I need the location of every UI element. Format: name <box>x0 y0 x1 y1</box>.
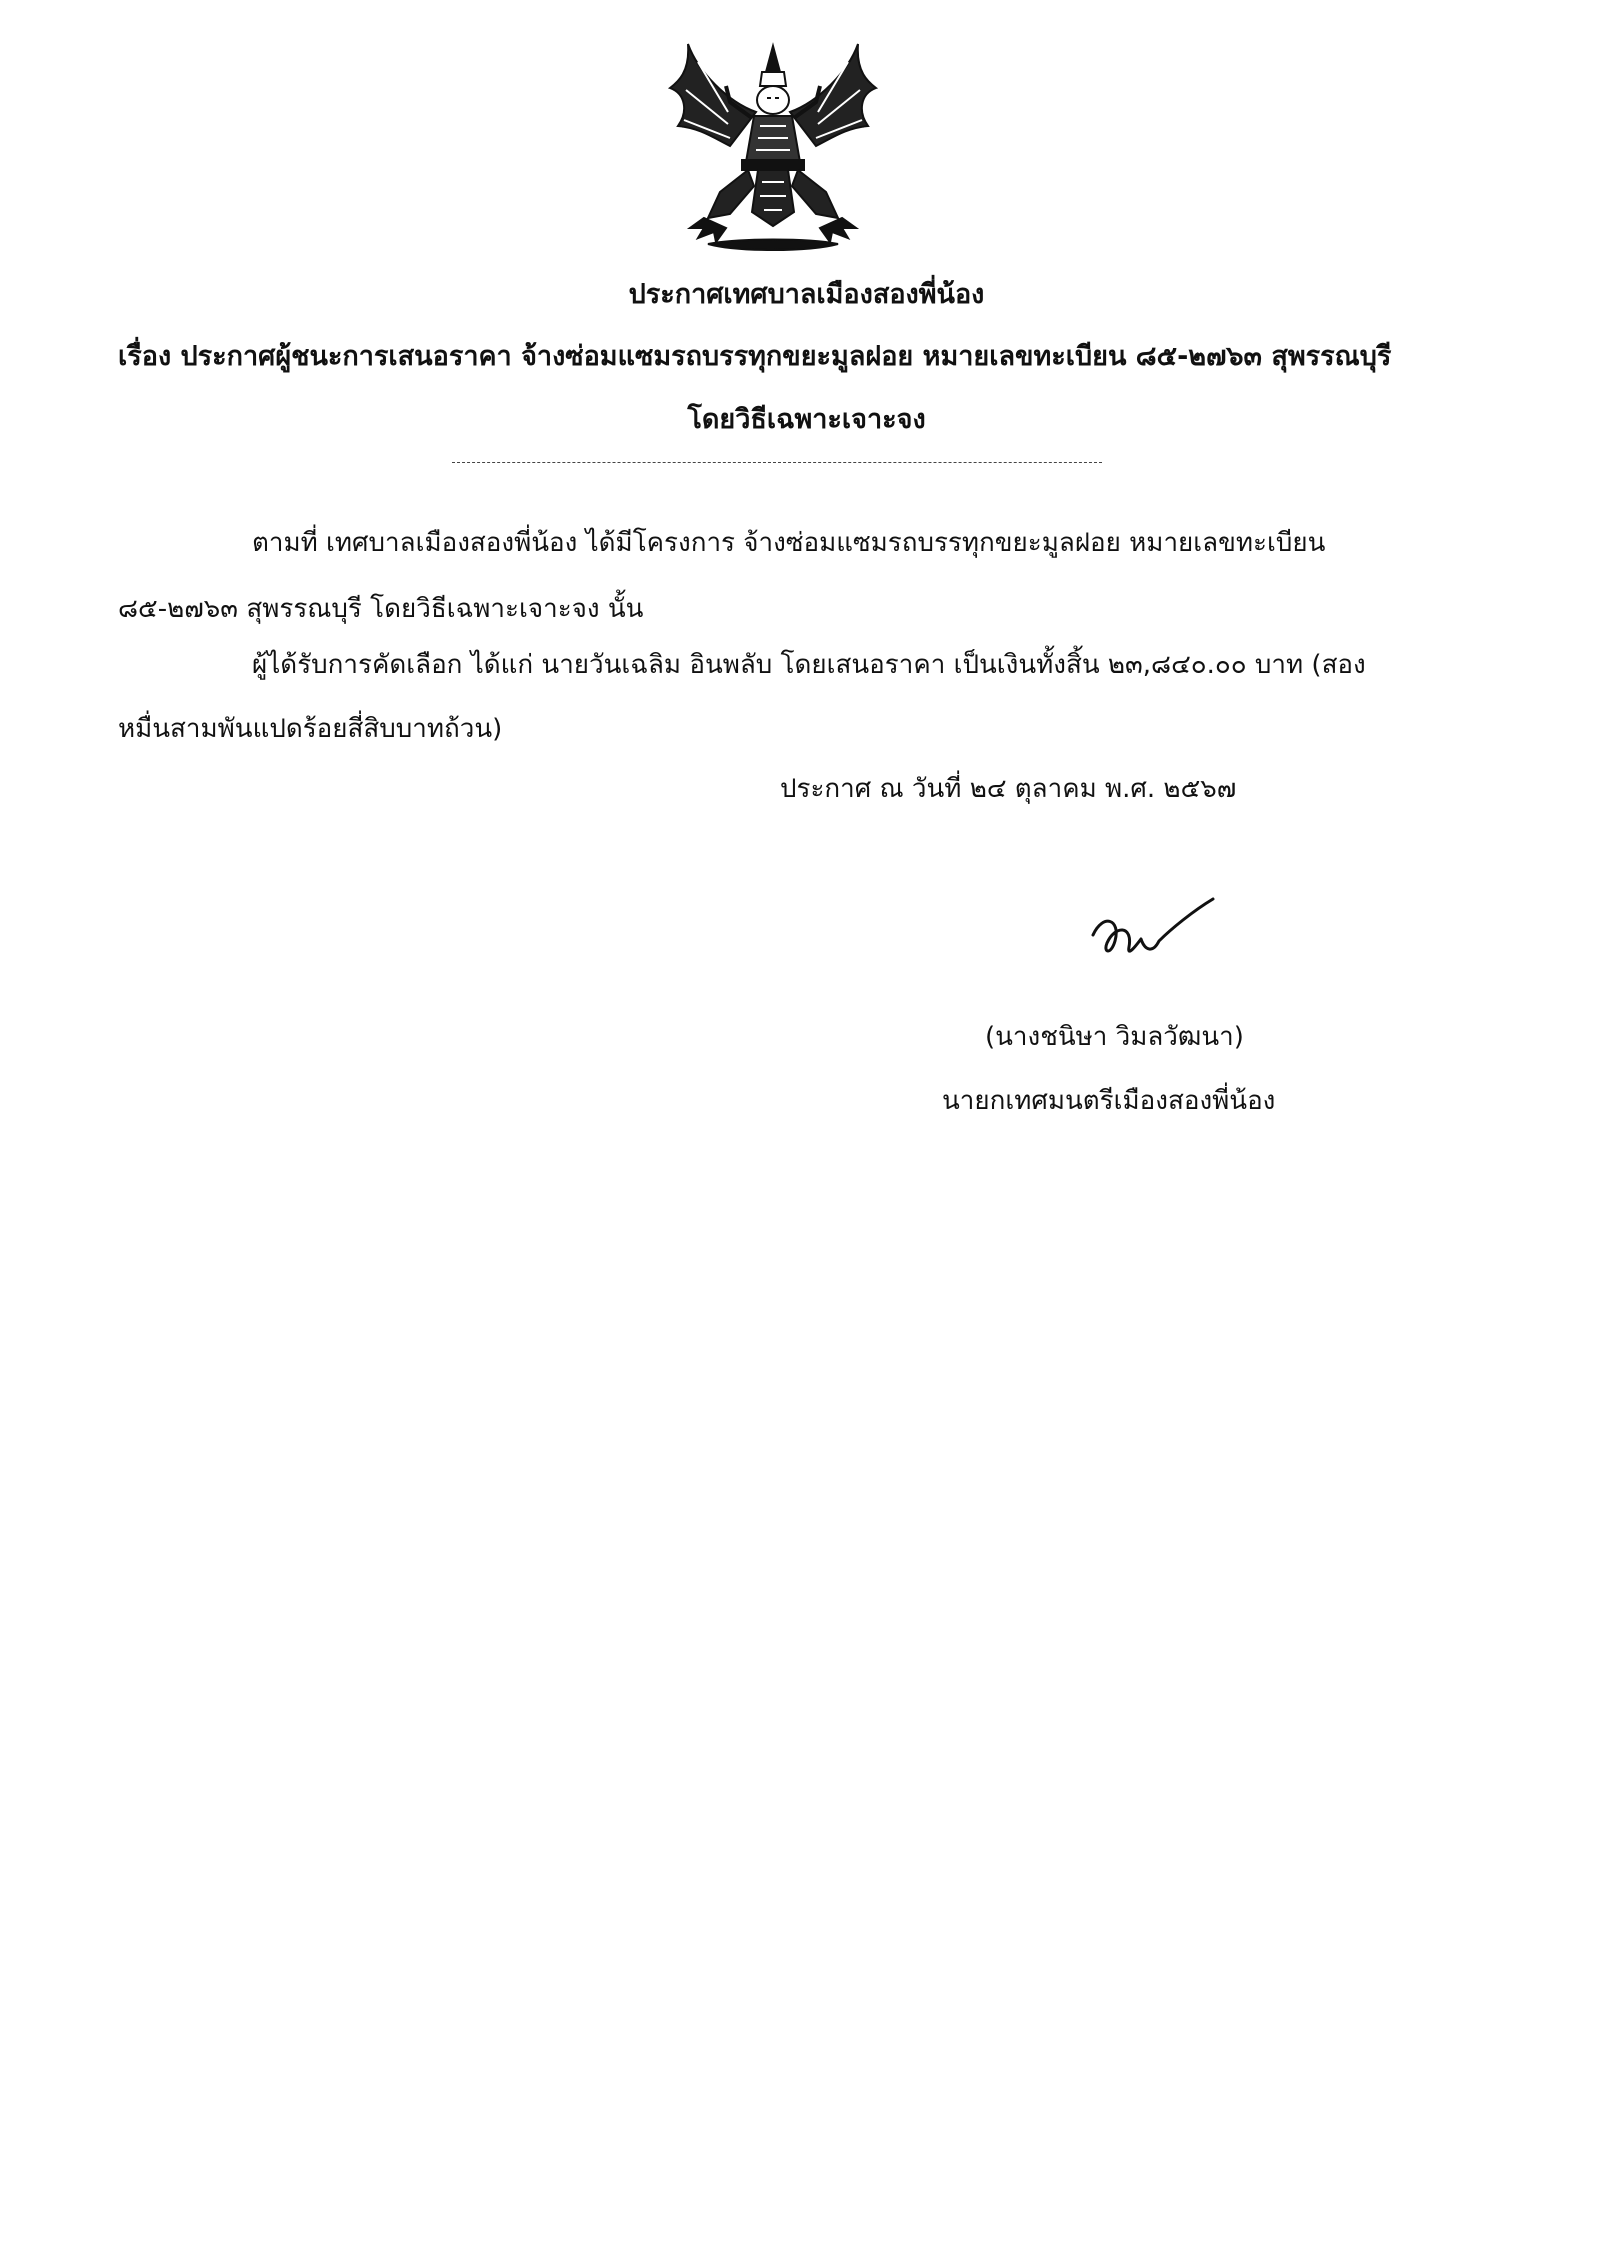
signatory-name: (นางชนิษา วิมลวัฒนา) <box>985 1022 1244 1052</box>
announcement-date: ประกาศ ณ วันที่ ๒๔ ตุลาคม พ.ศ. ๒๕๖๗ <box>780 774 1237 804</box>
paragraph-2-line-1: ผู้ได้รับการคัดเลือก ได้แก่ นายวันเฉลิม อินพลับ โดยเสนอราคา เป็นเงินทั้งสิ้น ๒๓,๘๔๐.๐๐ บาท (สอง <box>252 650 1366 680</box>
paragraph-1-line-1: ตามที่ เทศบาลเมืองสองพี่น้อง ได้มีโครงการ จ้างซ่อมแซมรถบรรทุกขยะมูลฝอย หมายเลขทะเบียน <box>252 528 1326 558</box>
title-divider <box>452 462 1102 463</box>
paragraph-1-line-2: ๘๕-๒๗๖๓ สุพรรณบุรี โดยวิธีเฉพาะเจาะจง นั้น <box>118 594 644 624</box>
announcement-subject: เรื่อง ประกาศผู้ชนะการเสนอราคา จ้างซ่อมแซมรถบรรทุกขยะมูลฝอย หมายเลขทะเบียน ๘๕-๒๗๖๓ สุพรรณบุรี <box>118 341 1392 372</box>
procurement-method: โดยวิธีเฉพาะเจาะจง <box>687 404 926 435</box>
signatory-position: นายกเทศมนตรีเมืองสองพี่น้อง <box>942 1086 1276 1116</box>
paragraph-2-line-2: หมื่นสามพันแปดร้อยสี่สิบบาทถ้วน) <box>118 714 503 744</box>
announcement-title: ประกาศเทศบาลเมืองสองพี่น้อง <box>628 279 985 310</box>
handwritten-signature-icon <box>1085 895 1225 975</box>
garuda-emblem-icon <box>668 42 878 254</box>
